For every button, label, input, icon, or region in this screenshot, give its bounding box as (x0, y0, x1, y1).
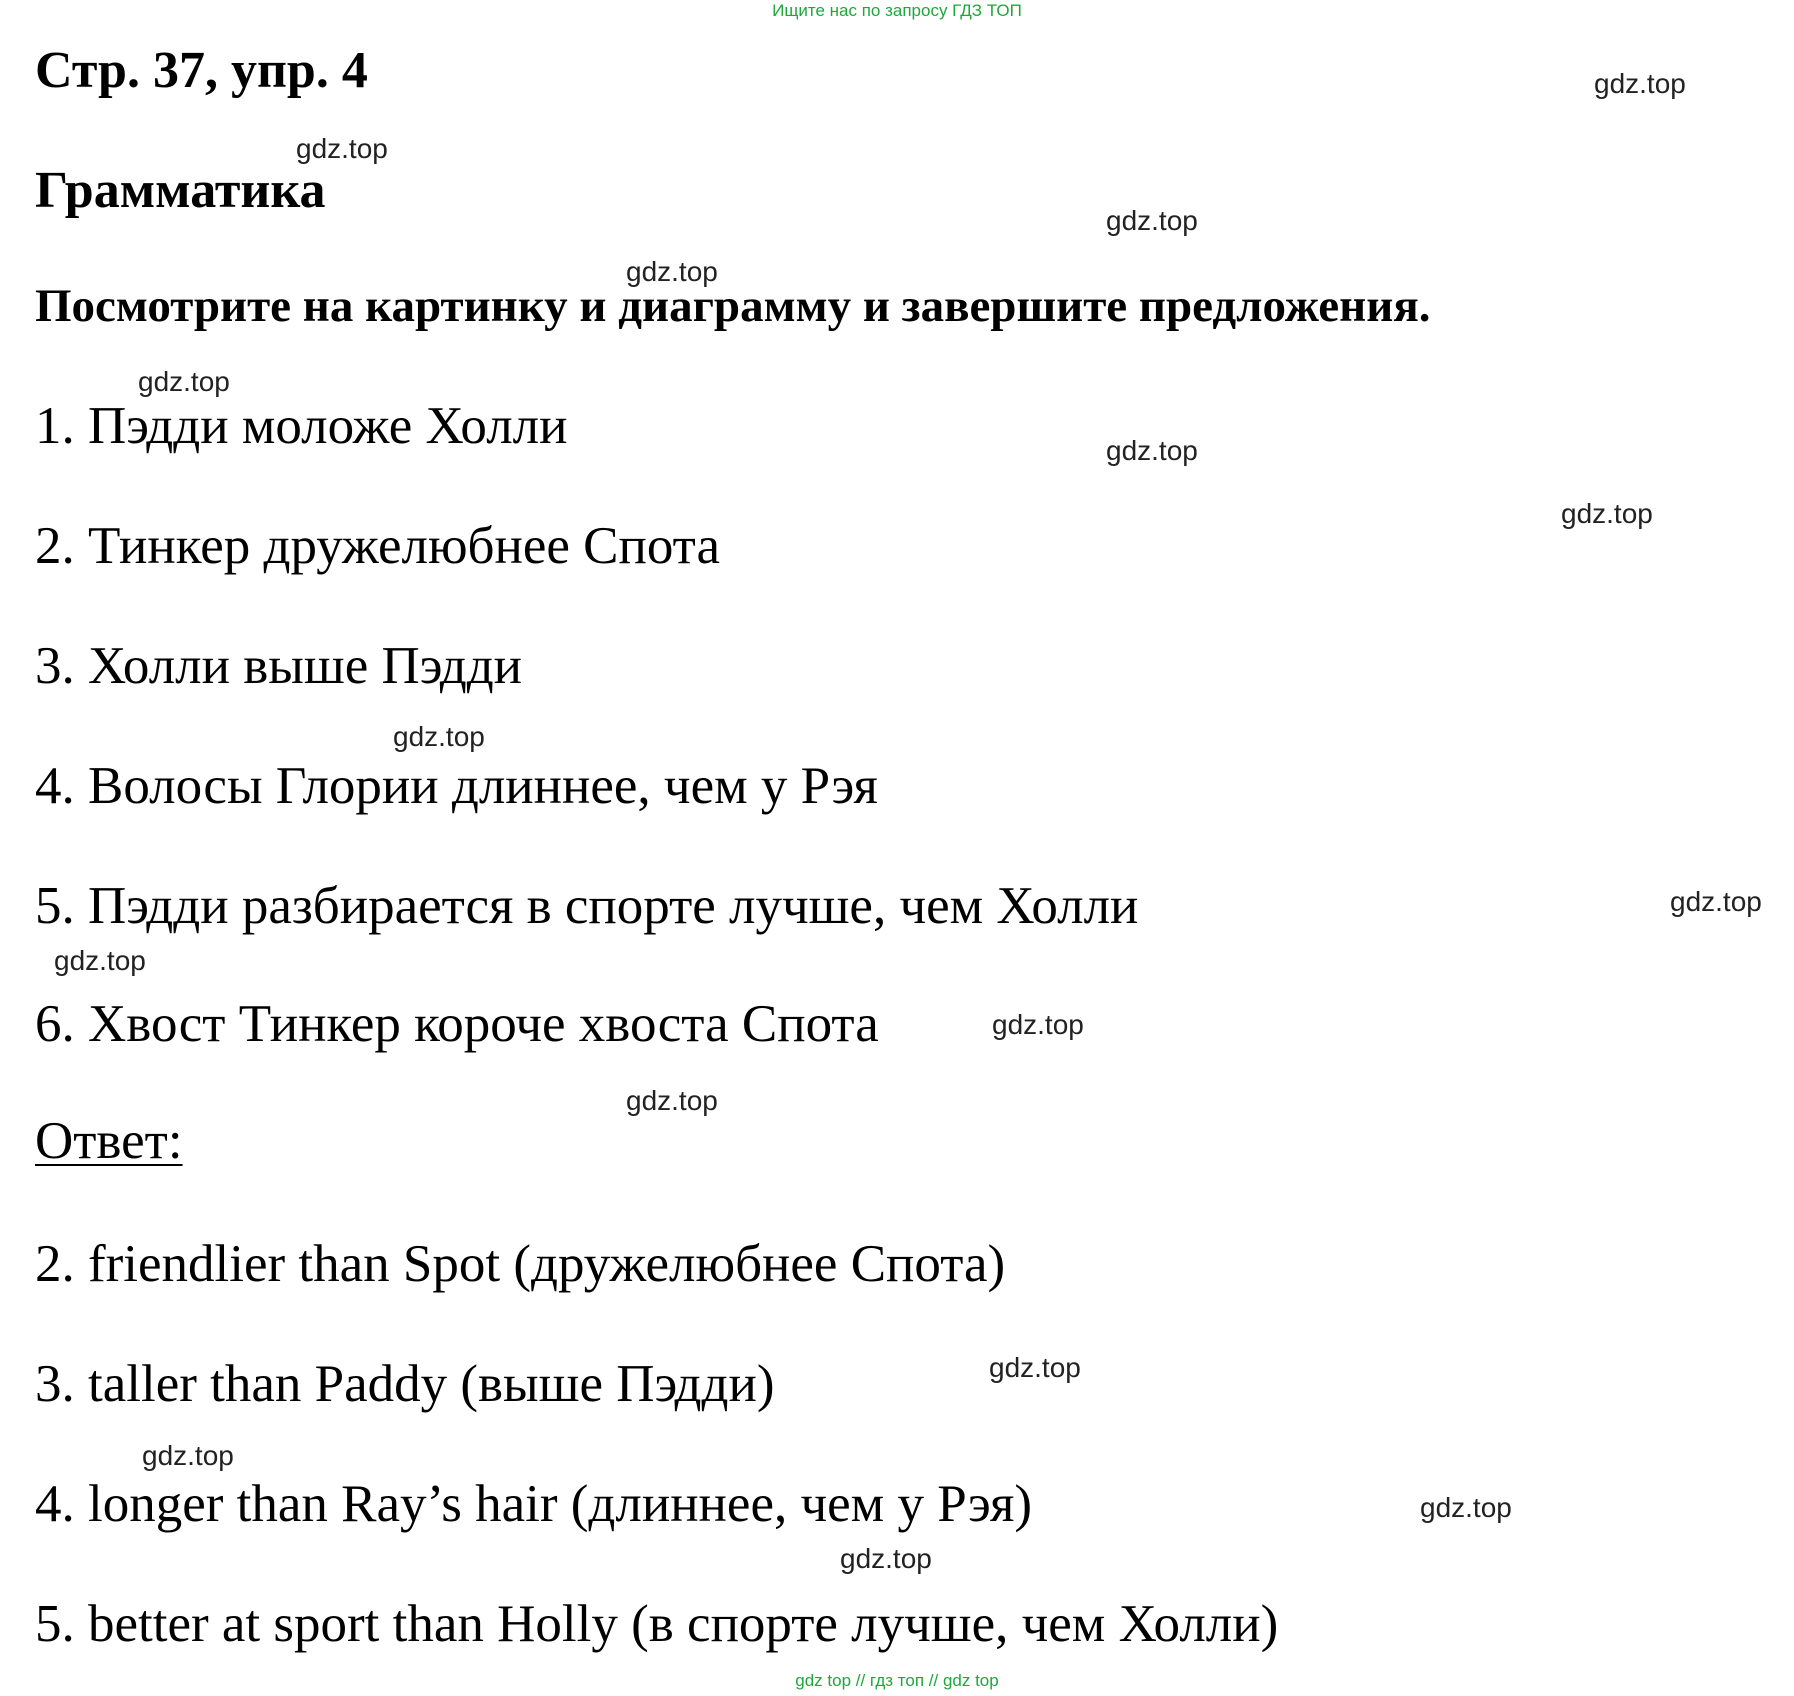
watermark: gdz.top (989, 1352, 1081, 1383)
watermark: gdz.top (1106, 205, 1198, 236)
section-heading: Грамматика (35, 162, 326, 219)
sentence-3: 3. Холли выше Пэдди (35, 637, 523, 695)
sentence-1: 1. Пэдди моложе Холли (35, 397, 568, 455)
watermark: gdz.top (1106, 435, 1198, 466)
top-banner: Ищите нас по запросу ГДЗ ТОП (772, 1, 1022, 20)
sentence-5: 5. Пэдди разбирается в спорте лучше, чем Холли (35, 877, 1139, 935)
sentence-6: 6. Хвост Тинкер короче хвоста Спота (35, 995, 879, 1053)
answer-item-4: 4. longer than Ray’s hair (длиннее, чем у Рэя) (35, 1475, 1033, 1533)
sentence-4: 4. Волосы Глории длиннее, чем у Рэя (35, 757, 878, 815)
answer-heading: Ответ: (35, 1112, 183, 1170)
watermark: gdz.top (1561, 498, 1653, 529)
watermark: gdz.top (840, 1543, 932, 1574)
watermark: gdz.top (626, 256, 718, 287)
watermark: gdz.top (393, 721, 485, 752)
answer-item-2: 2. friendlier than Spot (дружелюбнее Спота) (35, 1235, 1006, 1293)
watermark: gdz.top (54, 945, 146, 976)
watermark: gdz.top (992, 1009, 1084, 1040)
watermark: gdz.top (1594, 68, 1686, 99)
watermark: gdz.top (626, 1085, 718, 1116)
footer-watermark: gdz top // гдз топ // gdz top (795, 1671, 999, 1690)
answer-item-3: 3. taller than Paddy (выше Пэдди) (35, 1355, 775, 1413)
watermark: gdz.top (1670, 886, 1762, 917)
page-reference-title: Стр. 37, упр. 4 (35, 42, 368, 99)
watermark: gdz.top (1420, 1492, 1512, 1523)
answer-item-5: 5. better at sport than Holly (в спорте лучше, чем Холли) (35, 1595, 1279, 1653)
watermark: gdz.top (296, 133, 388, 164)
sentence-2: 2. Тинкер дружелюбнее Спота (35, 517, 721, 575)
watermark: gdz.top (138, 366, 230, 397)
watermark: gdz.top (142, 1440, 234, 1471)
task-instruction: Посмотрите на картинку и диаграмму и завершите предложения. (35, 280, 1431, 332)
